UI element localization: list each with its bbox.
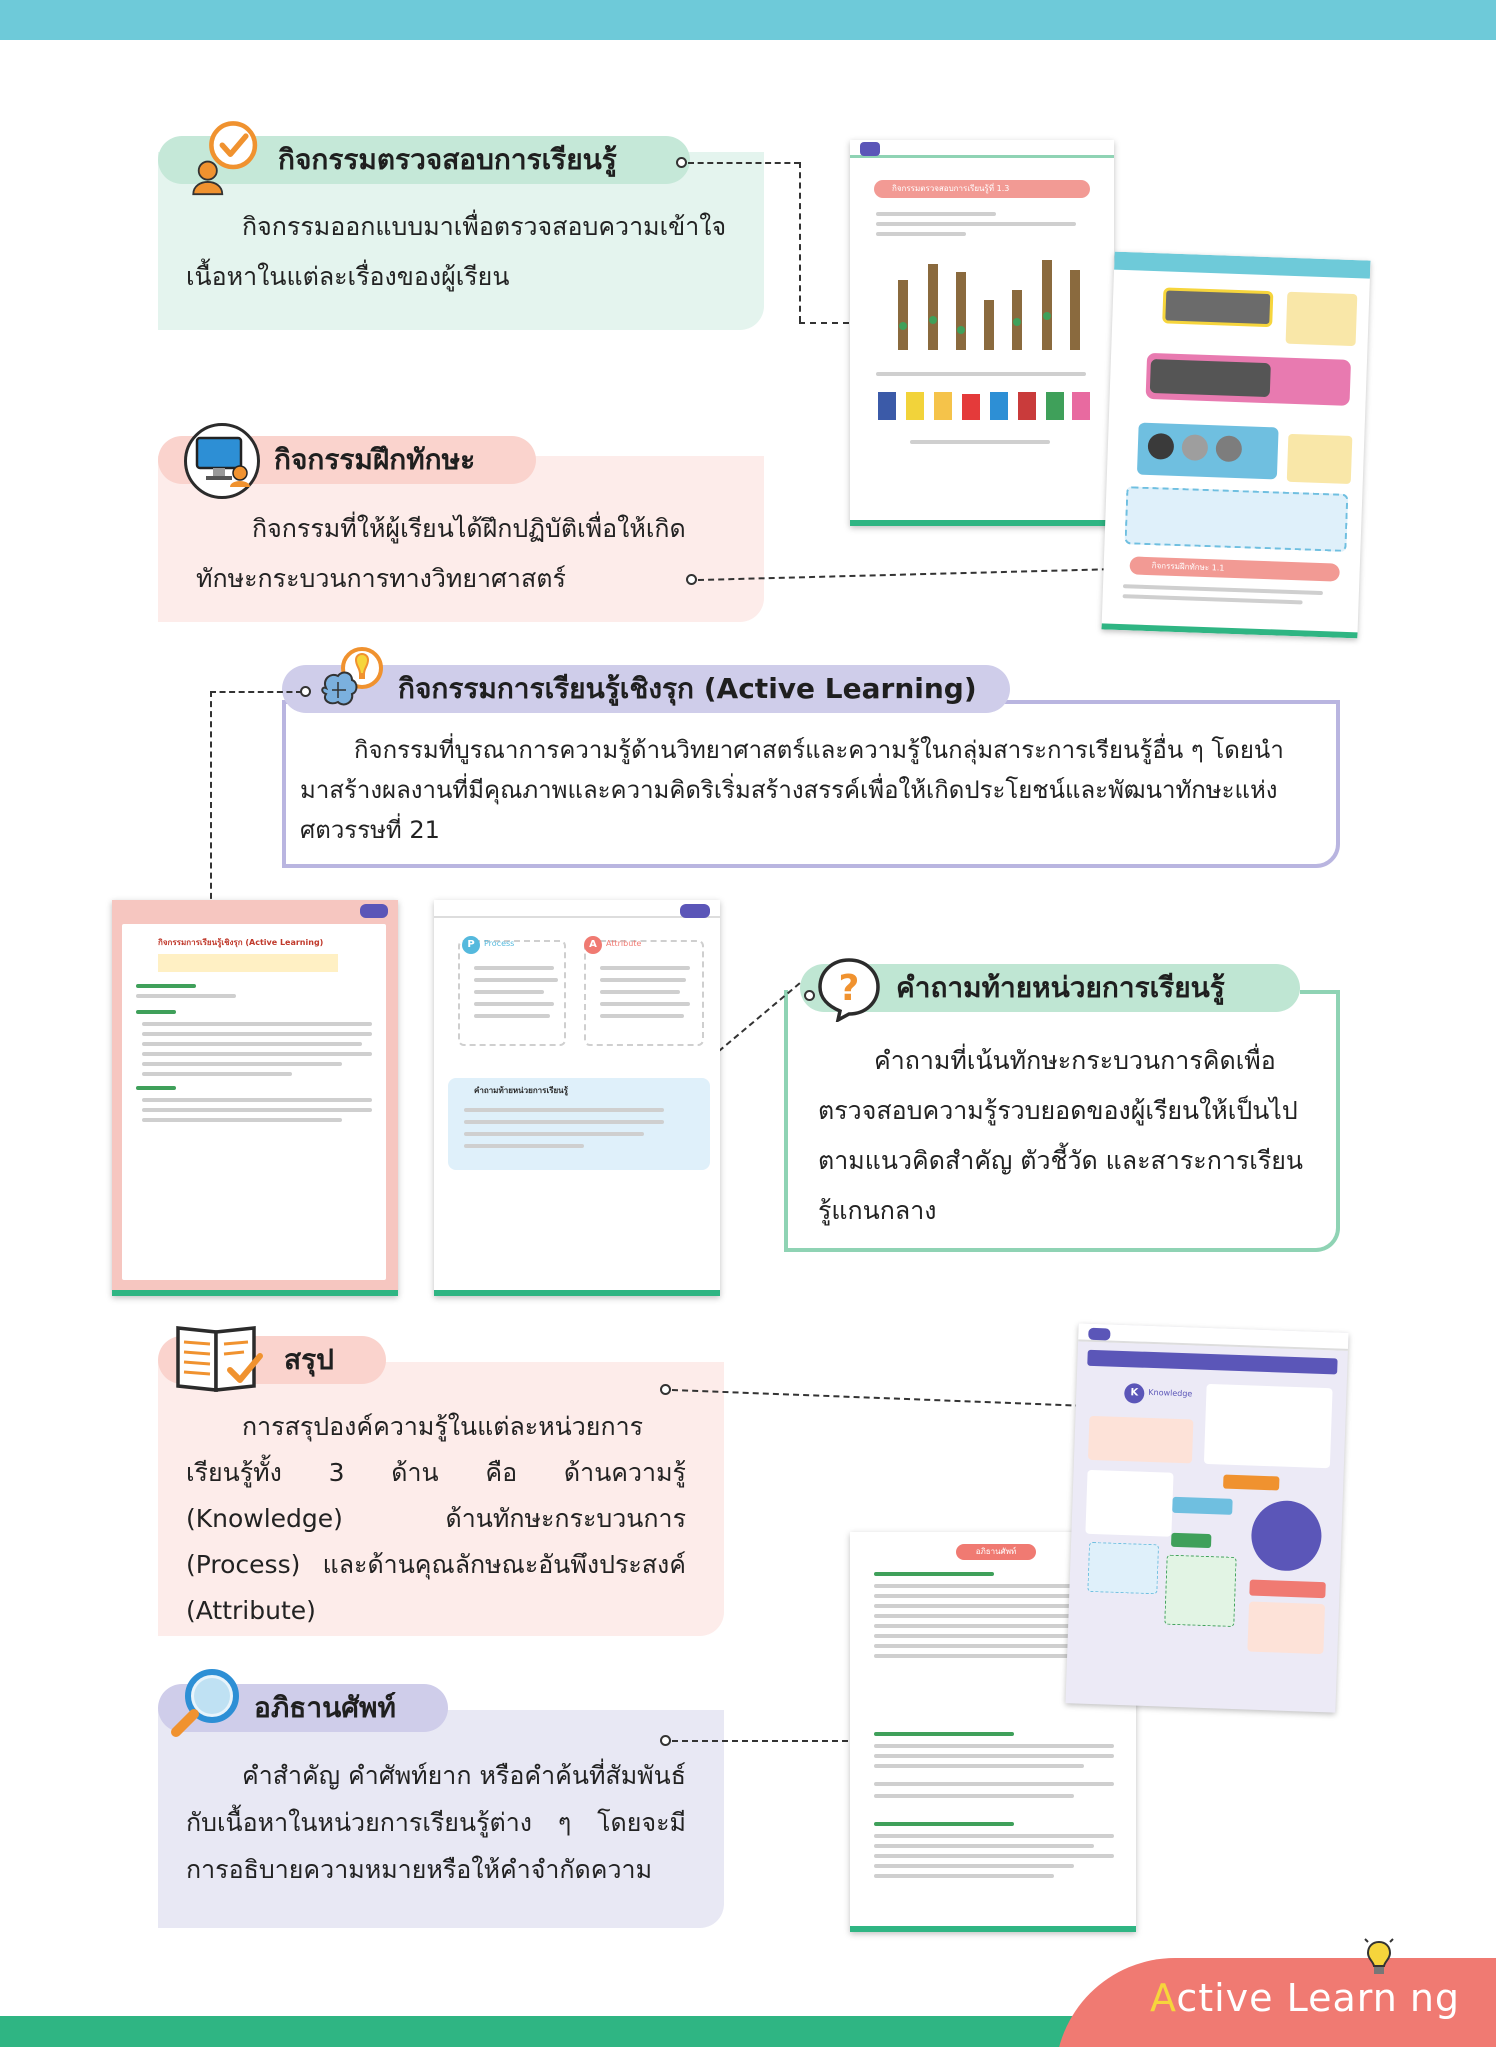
bamboo-illustration [890, 250, 1090, 360]
summary-title: สรุป [284, 1343, 334, 1376]
skill-body: กิจกรรมที่ให้ผู้เรียนได้ฝึกปฏิบัติเพื่อให้เกิดทักษะกระบวนการทางวิทยาศาสตร์ [196, 514, 686, 593]
check-connector-v [799, 162, 801, 322]
glossary-title: อภิธานศัพท์ [254, 1691, 396, 1724]
summary-body: การสรุปองค์ความรู้ในแต่ละหน่วยการเรียนรู้ทั้ง 3 ด้าน คือ ด้านความรู้ (Knowledge) ด้านทักษะกระบวนการ (Process) และด้านคุณลักษณะอันพึงประสงค์ (Attribute) [186, 1412, 686, 1625]
check-connector-h2 [799, 322, 849, 324]
skill-connector-dot [686, 574, 697, 585]
active-thumb-title: กิจกรรมการเรียนรู้เชิงรุก (Active Learning) [158, 938, 324, 947]
check-page-thumbnail [850, 140, 1114, 526]
summary-connector [672, 1389, 1102, 1408]
active-connector-h [210, 691, 302, 693]
attribute-label: Attribute [606, 939, 642, 948]
check-title: กิจกรรมตรวจสอบการเรียนรู้ [278, 143, 617, 176]
process-label: Process [484, 939, 515, 948]
active-page-thumbnail [112, 900, 398, 1296]
lightbulb-icon [1364, 1938, 1394, 1978]
process-badge: P [462, 936, 480, 954]
skill-title: กิจกรรมฝึกทักษะ [274, 443, 476, 476]
glossary-body: คำสำคัญ คำศัพท์ยาก หรือคำค้นที่สัมพันธ์กับเนื้อหาในหน่วยการเรียนรู้ต่าง ๆ โดยจะมีการอธิบายความหมายหรือให้คำจำกัดความ [186, 1761, 686, 1884]
thumb-page-badge [860, 142, 880, 156]
thumb-header [850, 140, 1114, 158]
book-check-icon [174, 1320, 264, 1396]
active-title: กิจกรรมการเรียนรู้เชิงรุก (Active Learning) [398, 672, 977, 705]
attribute-badge: A [584, 936, 602, 954]
top-band [0, 0, 1496, 40]
check-thumb-title: กิจกรรมตรวจสอบการเรียนรู้ที่ 1.3 [874, 180, 1090, 198]
active-connector-v [210, 691, 212, 919]
computer-user-icon [184, 423, 260, 499]
glossary-thumb-title: อภิธานศัพท์ [956, 1544, 1036, 1560]
summary-connector-dot [660, 1384, 671, 1395]
active-body: กิจกรรมที่บูรณาการความรู้ด้านวิทยาศาสตร์และความรู้ในกลุ่มสาระการเรียนรู้อื่น ๆ โดยนำมาสร้างผลงานที่มีคุณภาพและความคิดริเริ่มสร้างสรรค์เพื่อให้เกิดประโยชน์และพัฒนาทักษะแห่งศตวรรษที่ 21 [300, 736, 1284, 844]
svg-text:?: ? [838, 968, 860, 1009]
check-connector-h1 [688, 162, 800, 164]
question-page-thumbnail [434, 900, 720, 1296]
glossary-connector [672, 1740, 868, 1742]
skill-page-thumbnail [1101, 252, 1370, 639]
skill-thumb-title: กิจกรรมฝึกทักษะ 1.1 [1129, 556, 1340, 581]
glossary-connector-dot [660, 1735, 671, 1746]
active-title-pill [282, 665, 1010, 713]
check-connector-dot [676, 157, 687, 168]
question-body: คำถามที่เน้นทักษะกระบวนการคิดเพื่อตรวจสอบความรู้รวบยอดของผู้เรียนให้เป็นไปตามแนวคิดสำคัญ ตัวชี้วัด และสาระการเรียนรู้แกนกลาง [818, 1046, 1304, 1225]
brain-lightbulb-icon [316, 646, 390, 720]
question-title: คำถามท้ายหน่วยการเรียนรู้ [896, 971, 1225, 1004]
question-panel-topline [1300, 990, 1340, 994]
magnifier-icon [166, 1664, 246, 1744]
check-body: กิจกรรมออกแบบมาเพื่อตรวจสอบความเข้าใจเนื้อหาในแต่ละเรื่องของผู้เรียน [186, 212, 727, 291]
clothes-illustration [876, 386, 1096, 426]
summary-page-thumbnail [1065, 1323, 1348, 1712]
flashlight-illustration [1162, 287, 1273, 327]
knowledge-badge: K [1124, 1383, 1145, 1404]
question-mark-icon [816, 956, 882, 1022]
checkmark-person-icon [186, 118, 264, 196]
active-learning-logo: Active Learn ng [1150, 1976, 1461, 2020]
question-thumb-title: คำถามท้ายหน่วยการเรียนรู้ [474, 1086, 568, 1095]
knowledge-label: Knowledge [1148, 1387, 1193, 1399]
question-connector-dot [804, 990, 815, 1001]
